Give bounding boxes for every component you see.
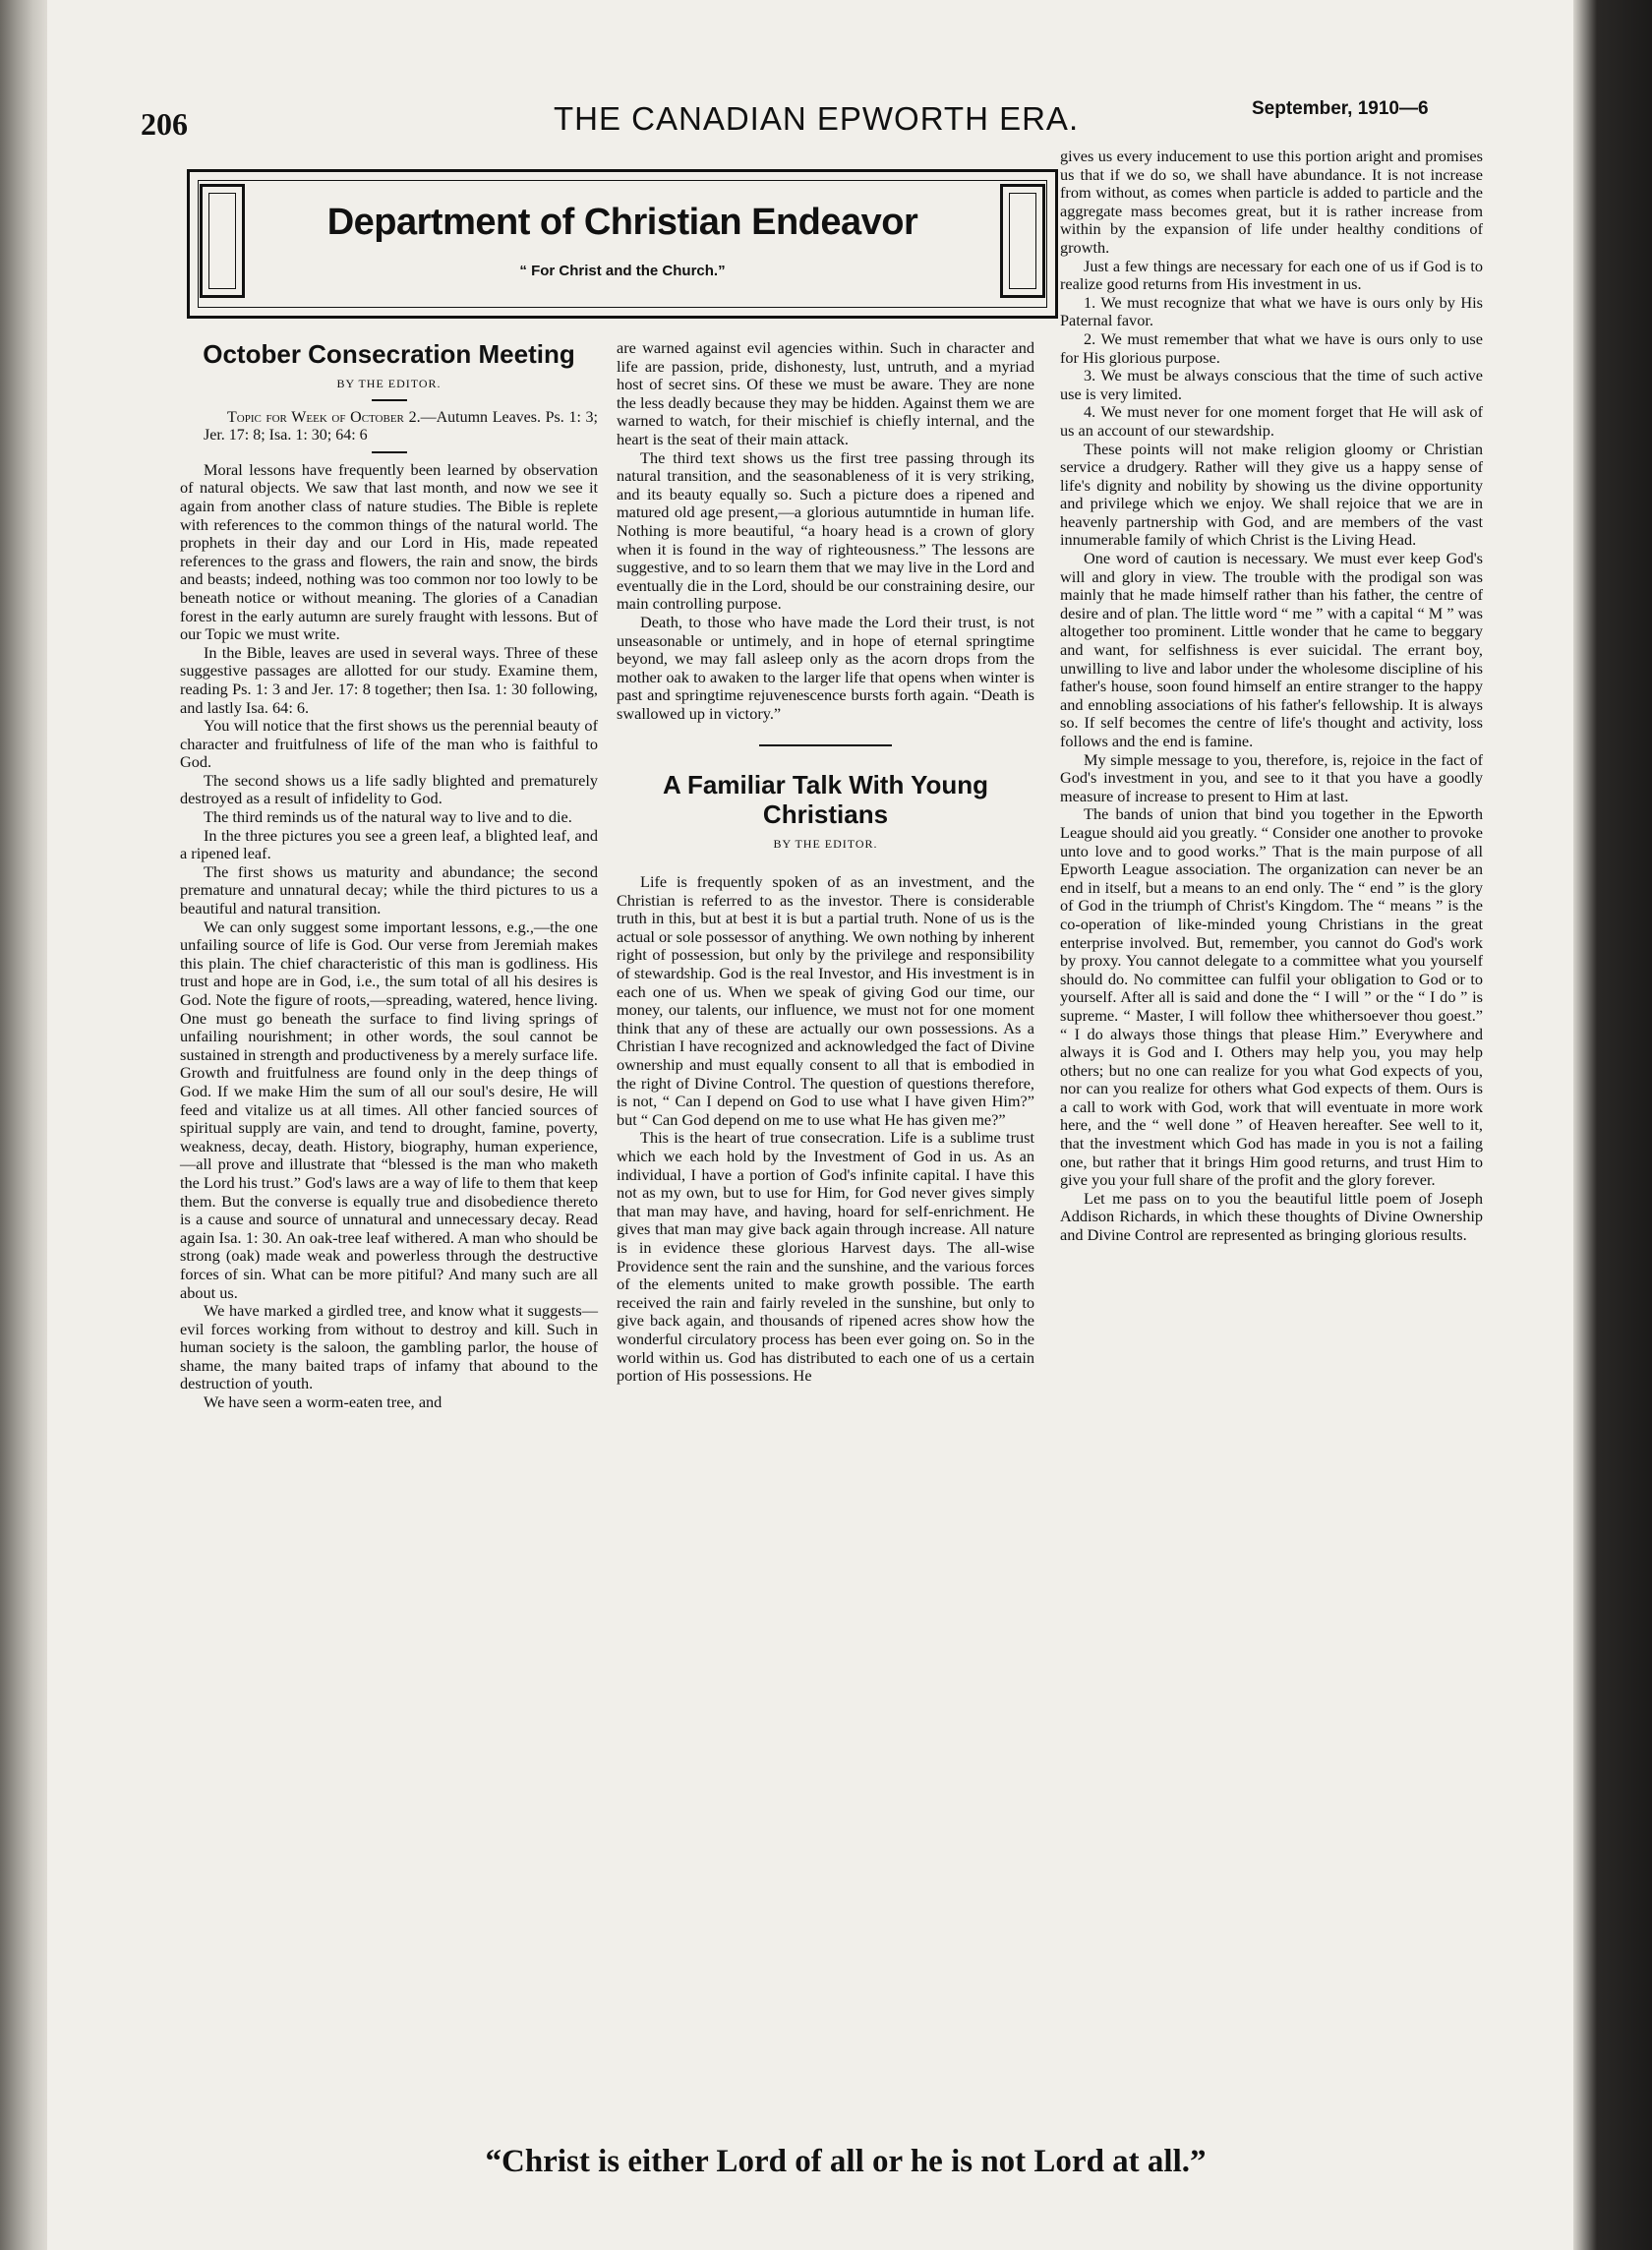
paragraph: 3. We must be always conscious that the time of such active use is very limited. [1060,366,1483,403]
paragraph: 2. We must remember that what we have is ours only to use for His glorious purpose. [1060,328,1483,367]
paragraph: 1. We must recognize that what we have is ours only by His Paternal favor. [1060,292,1483,330]
paragraph: My simple message to you, therefore, is, rejoice in the fact of God's investment in you, and see to it that you have a goodly measure of increase to present to Him at last. [1060,749,1483,805]
article-byline: BY THE EDITOR. [773,837,878,852]
page-number: 206 [141,106,188,142]
paragraph: This is the heart of true consecration. Life is a sublime trust which we each hold by the Investment of God in us. As an individual, I have a portion of God's infinite capital. I have this not as my own, but to use for Him, for God never gives simply that man may have, and having, hoard for self-enrichment. He gives that man may give back again through increase. All nature is in evidence these glorious Harvest days. The all-wise Providence sent the rain and the sunshine, and the various forces of the elements united to make growth possible. The earth received the rain and fairly reveled in the sunshine, but only to give back again, and thousands of ripened acres show how the wonderful circulatory process has been ever going on. So in the world within us. God has distributed to each one of us a certain portion of His possessions. He [617,1128,1034,1386]
paragraph: The third text shows us the first tree passing through its natural transition, and the seasonableness of it is very striking, and its beauty equally so. Such a picture does a ripened and matured old age present,—a glorious autumntide in human life. Nothing is more beautiful, “a hoary head is a crown of glory when it is found in the way of righteousness.” The lessons are suggestive, and to so learn them that we may live in the Lord and eventually die in the Lord, should be our constraining desire, our main controlling purpose. [617,447,1035,614]
paragraph: The first shows us maturity and abundance; the second premature and unnatural decay; while the third pictures to us a beautiful and natural transition. [180,861,598,918]
column-3 [1060,148,1483,1245]
topic-label: Topic for Week of October [227,408,404,426]
paragraph: In the Bible, leaves are used in several ways. Three of these suggestive passages are allotted for our study. Examine them, reading Ps. 1: 3 and Jer. 17: 8 together; then Isa. 1: 30 following, and lastly Isa. 64: 6. [180,642,598,717]
paragraph: Just a few things are necessary for each one of us if God is to realize good returns from His investment in us. [1060,256,1483,294]
paragraph: Death, to those who have made the Lord their trust, is not unseasonable or untimely, and in hope of eternal springtime beyond, we may fall asleep only as the acorn drops from the mother oak to awaken to the larger life that opens when winter is past and springtime rejuvenescence bursts forth again. “Death is swallowed up in victory.” [617,612,1034,723]
paragraph: The second shows us a life sadly blighted and prematurely destroyed as a result of infidelity to God. [180,770,598,808]
department-title: Department of Christian Endeavor [326,202,918,243]
paragraph: 4. We must never for one moment forget that He will ask of us an account of our stewardship. [1060,402,1483,440]
paragraph: Let me pass on to you the beautiful little poem of Joseph Addison Richards, in which these thoughts of Divine Ownership and Divine Control are represented as bringing glorious results. [1060,1188,1483,1245]
paragraph: The third reminds us of the natural way to live and to die. [204,807,572,827]
divider-rule [372,451,407,453]
footer-quote: “Christ is either Lord of all or he is not Lord at all.” [485,2144,1207,2179]
article-title-familiar-talk: A Familiar Talk With Young Christians [662,770,989,830]
paragraph: are warned against evil agencies within. Such in character and life are passion, pride, dishonesty, lust, untruth, and a myriad host of secret sins. Of these we must be aware. They are none the less deadly because they may be hidden. Against them we are warned to watch, for their mischief is chiefly internal, and the heart is the seat of their main attack. [617,338,1034,448]
paragraph: Life is frequently spoken of as an investment, and the Christian is referred to as the investor. There is considerable truth in this, but at best it is but a partial truth. None of us is the actual or sole possessor of anything. We own nothing by inherent right of possession, but only by the privilege and responsibility of stewardship. God is the real Investor, and His investment is in each one of us. When we speak of giving God our time, our money, our talents, our influence, we must not for one moment think that any of these are actually our own possessions. As a Christian I have recognized and acknowledged the fact of Divine ownership and must equally consent to all that is embodied in the right of Divine Control. The question of questions therefore, is not, “ Can I depend on God to use what I have given Him?” but “ Can God depend on me to use what He has given me?” [617,872,1034,1129]
department-banner [187,169,1058,319]
paragraph: You will notice that the first shows us the perennial beauty of character and fruitfulness of life of the man who is faithful to God. [180,716,598,772]
paragraph: The bands of union that bind you together in the Epworth League should aid you greatly. “ Consider one another to provoke unto love and to good works.” That is the main purpose of all Epworth League association. The organization can never be an end in itself, but a means to an end only. The “ end ” is the glory of God in the triumph of Christ's Kingdom. The “ means ” is the co-operation of like-minded young Christians in the great enterprise involved. But, remember, you cannot do God's work by proxy. You cannot delegate to a committee what you yourself should do. No committee can fulfil your obligation to God or to yourself. After all is said and done the “ I will ” or the “ I do ” is supreme. “ Master, I will follow thee whithersoever thou goest.” “ I do always those things that please Him.” Everywhere and always it is God and I. Others may help you, you may help others; but no one can realize for you what God expects of you, nor can you realize for others what God expects of them. Ours is a call to work with God, work that will eventuate in more work here, and the “ well done ” of Heaven hereafter. See well to it, that the investment which God has made in you is not a failing one, but rather that it brings Him good returns, and trust Him to give you your full share of the profit and the glory forever. [1060,804,1483,1190]
paragraph: One word of caution is necessary. We must ever keep God's will and glory in view. The trouble with the prodigal son was mainly that he made himself rather than his father, the centre of desire and of plan. The little word “ me ” with a capital “ M ” was altogether too prominent. Little wonder that he came to beggary and want, for selfishness is ever suicidal. The errant boy, unwilling to live and labor under the wholesome discipline of his father's house, soon found himself an entire stranger to the happy and ennobling associations of his father's fellowship. It is always so. If self becomes the centre of life's thought and activity, loss follows and the end is famine. [1060,549,1483,750]
topic-text: 2.—Autumn Leaves. Ps. 1: 3; Jer. 17: 8; Isa. 1: 30; 64: 6 [204,408,599,444]
journal-title: THE CANADIAN EPWORTH ERA. [554,100,1080,137]
article-separator [759,744,892,746]
issue-date: September, 1910—6 [1252,98,1429,119]
article-title-october-consecration: October Consecration Meeting [203,339,575,369]
banner-inner-border [198,180,1047,308]
column-2 [617,339,1034,1386]
running-head [141,98,1537,148]
paragraph: gives us every inducement to use this portion aright and promises us that if we do so, we shall have abundance. It is not increase from without, as comes when particle is added to particle and the aggregate mass becomes great, but it is rather increase from within by the expansion of life under healthy conditions of growth. [1060,147,1483,257]
paragraph: Moral lessons have frequently been learned by observation of natural objects. We saw that last month, and now we see it again from another class of nature studies. The Bible is replete with references to the common things of the natural world. The prophets in their day and our Lord in His, made repeated references to the grass and flowers, the rain and snow, the birds and beasts; indeed, nothing was too common nor too lowly to be beneath notice or without meaning. The glories of a Canadian forest in the early autumn are surely fraught with lessons. But of our Topic we must write. [180,459,598,644]
paragraph: We can only suggest some important lessons, e.g.,—the one unfailing source of life is God. Our verse from Jeremiah makes this plain. The chief characteristic of this man is godliness. His trust and hope are in God, i.e., the sum total of all his desires is God. Note the figure of roots,—spreading, watered, hence living. One must go beneath the surface to find living springs of unfailing nourishment; in other words, the soul cannot be sustained in strength and productiveness by a merely surface life. Growth and fruitfulness are found only in the deep things of God. If we make Him the sum of all our soul's desire, He will feed and vitalize us at all times. All other fancied sources of spiritual supply are vain, and tend to drought, famine, poverty, weakness, decay, death. History, biography, human experience,—all prove and illustrate that “blessed is the man who maketh the Lord his trust.” God's laws are a way of life to them that keep them. But the converse is equally true and disobedience thereto is a cause and source of unnatural and unnecessary decay. Read again Isa. 1: 30. An oak-tree leaf withered. A man who should be strong (oak) made weak and powerless through the destructive forces of sin. What can be more pitiful? And many such are all about us. [180,917,598,1302]
paragraph: These points will not make religion gloomy or Christian service a drudgery. Rather will they give us a happy sense of life's dignity and nobility by showing us the divine opportunity and privilege which we enjoy. We shall rejoice that we are in heavenly partnership with God, and are members of the vast innumerable family of which Christ is the Living Head. [1060,439,1483,550]
divider-rule [372,399,407,401]
book-binding-left [0,0,47,2250]
topic-line [180,409,598,445]
paragraph: In the three pictures you see a green leaf, a blighted leaf, and a ripened leaf. [180,825,598,863]
paragraph: We have seen a worm-eaten tree, and [204,1392,442,1412]
column-1 [180,339,598,1412]
article-byline: BY THE EDITOR. [336,377,442,390]
paragraph: We have marked a girdled tree, and know what it suggests—evil forces working from without to destroy and kill. Such in human society is the saloon, the gambling parlor, the house of shame, the many baited traps of infamy that abound to the destruction of youth. [180,1301,598,1393]
department-motto: “ For Christ and the Church.” [519,263,726,279]
book-binding-right [1573,0,1652,2250]
